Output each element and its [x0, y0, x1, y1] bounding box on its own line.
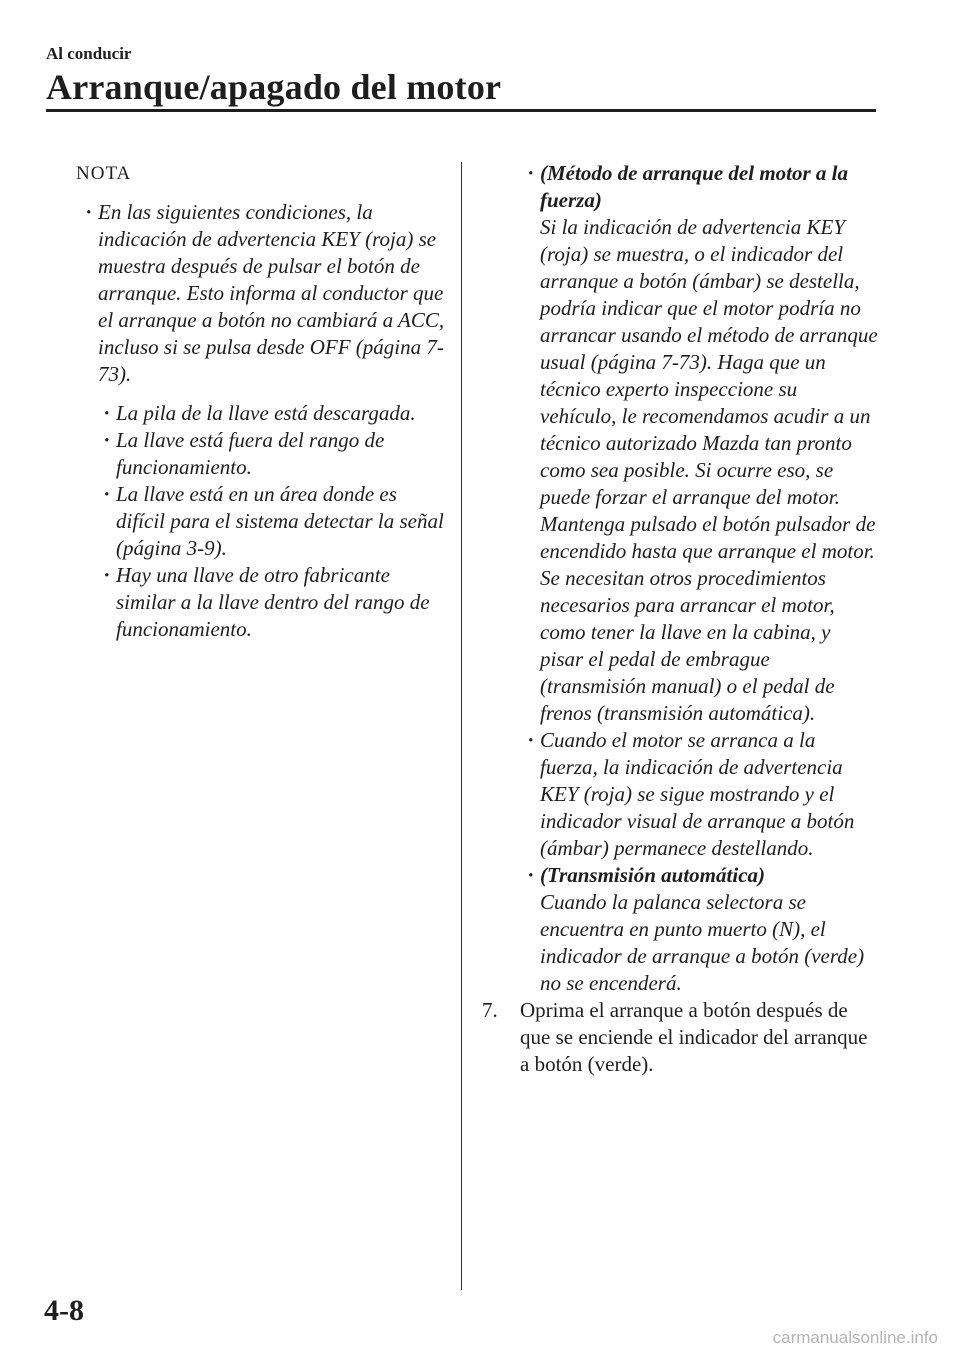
note-bullet-forced-start: [478, 160, 878, 727]
note-title: NOTA: [76, 163, 132, 184]
note-bullet-text: En las siguientes condiciones, la indicación de advertencia KEY (roja) se muestra después de pulsar el botón de arranque. Esto informa al conductor que el arranque a botón no cambiará a ACC, incluso si se pulsa desde OFF (página 7-73).: [98, 200, 445, 386]
list-item: · La pila de la llave está descargada.: [46, 400, 446, 427]
bullet-text: · Cuando el motor se arranca a la fuerza, la indicación de advertencia KEY (roja) se sigue mostrando y el indicador visual de arranque a botón (ámbar) permanece destellando.: [540, 728, 855, 860]
right-column: [478, 160, 878, 1078]
condition-list: [46, 400, 446, 643]
left-column: [46, 160, 446, 643]
list-item: · La llave está fuera del rango de funcionamiento.: [46, 427, 446, 481]
note-bullet-key-warning: [46, 199, 446, 388]
list-item: · La llave está en un área donde es difícil para el sistema detectar la señal (página 3-9).: [46, 481, 446, 562]
bullet-heading: · (Método de arranque del motor a la fuerza): [540, 161, 848, 212]
page-title: Arranque/apagado del motor: [46, 67, 502, 107]
bullet-text: Cuando la palanca selectora se encuentra en punto muerto (N), el indicador de arranque a botón (verde) no se encenderá.: [540, 890, 865, 995]
column-divider: [461, 162, 462, 1290]
bullet-heading: · (Transmisión automática): [540, 863, 766, 887]
page-number: 4-8: [44, 1294, 84, 1327]
step-text: Oprima el arranque a botón después de que se enciende el indicador del arranque a botón (verde).: [520, 998, 868, 1076]
page-header: [46, 44, 876, 108]
list-item: · Hay una llave de otro fabricante similar a la llave dentro del rango de funcionamiento.: [46, 562, 446, 643]
step-number: 7.: [482, 998, 498, 1022]
watermark: carmanualsonline.info: [772, 1328, 938, 1347]
step-7: [478, 997, 878, 1078]
header-rule: [46, 109, 876, 112]
note-bullet-forced-start-indicator: [478, 727, 878, 862]
note-bullet-automatic-transmission: [478, 862, 878, 997]
bullet-text: Si la indicación de advertencia KEY (roja) se muestra, o el indicador del arranque a botón (ámbar) se destella, podría indicar que el motor podría no arrancar usando el método de arranque usual (página 7-73). Haga que un técnico experto inspeccione su vehículo, le recomendamos acudir a un técnico autorizado Mazda tan pronto como sea posible. Si ocurre eso, se puede forzar el arranque del motor. Mantenga pulsado el botón pulsador de encendido hasta que arranque el motor. Se necesitan otros procedimientos necesarios para arrancar el motor, como tener la llave en la cabina, y pisar el pedal de embrague (transmisión manual) o el pedal de frenos (transmisión automática).: [540, 215, 878, 725]
section-label: Al conducir: [46, 44, 132, 63]
